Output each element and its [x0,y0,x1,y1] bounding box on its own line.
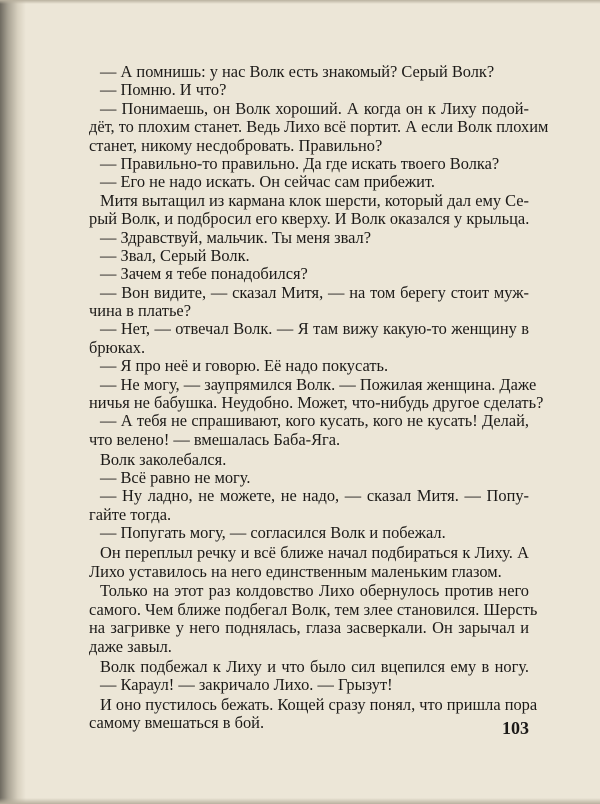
text-line: Волк заколебался. [100,449,227,469]
text-line: — Его не надо искать. Он сейчас сам прибежит. [100,172,435,192]
text-line: Он переплыл речку и всё ближе начал подбираться к Лиху. А [100,543,529,563]
text-line: — Вон видите, — сказал Митя, — на том берегу стоит муж- [100,282,529,302]
text-line: на загривке у него поднялась, глаза засверкали. Он зарычал и [89,618,529,638]
text-line: самому вмешаться в бой. [89,713,265,733]
text-line: — Помню. И что? [100,80,227,100]
text-line: И оно пустилось бежать. Кощей сразу понял, что пришла пора [100,694,538,714]
text-line: — Здравствуй, мальчик. Ты меня звал? [100,227,372,247]
page-edge-top [0,0,600,4]
text-line: — Попугать могу, — согласился Волк и побежал. [100,523,446,543]
page-edge-bottom [0,798,600,804]
text-line: — Я про неё и говорю. Её надо покусать. [100,356,389,376]
text-line: дёт, то плохим станет. Ведь Лихо всё портит. А если Волк плохим [89,117,549,137]
text-line: Митя вытащил из кармана клок шерсти, который дал ему Се- [100,190,530,210]
page-text [89,62,549,733]
text-line: — Звал, Серый Волк. [100,245,250,265]
text-line: Только на этот раз колдовство Лихо обернулось против него [100,581,529,601]
text-line: — Правильно-то правильно. Да где искать твоего Волка? [100,153,500,173]
text-line: — Ну ладно, не можете, не надо, — сказал Митя. — Попу- [100,486,529,506]
text-line: — Не могу, — заупрямился Волк. — Пожилая женщина. Даже [100,374,537,394]
text-line: — А помнишь: у нас Волк есть знакомый? Серый Волк? [100,62,495,81]
text-line: — А тебя не спрашивают, кого кусать, кого не кусать! Делай, [100,411,529,431]
text-line: чина в платье? [89,301,191,321]
text-line: Волк подбежал к Лиху и что было сил вцепился ему в ногу. [100,656,529,676]
text-line: даже завыл. [89,636,172,656]
binding-gutter [0,0,26,804]
text-line: Лихо уставилось на него единственным маленьким глазом. [89,561,502,581]
text-line: гайте тогда. [89,504,172,524]
text-line: — Понимаешь, он Волк хороший. А когда он к Лиху подой- [100,98,529,118]
text-line: станет, никому несдобровать. Правильно? [89,135,383,155]
text-line: — Зачем я тебе понадобился? [100,264,308,284]
text-line: брюках. [89,337,146,357]
text-line: ничья не бабушка. Неудобно. Может, что-нибудь другое сделать? [89,393,544,413]
text-line: — Нет, — отвечал Волк. — Я там вижу какую-то женщину в [100,319,529,339]
text-line: — Караул! — закричало Лихо. — Грызут! [100,674,393,694]
text-line: — Всё равно не могу. [100,468,251,488]
text-line: рый Волк, и подбросил его кверху. И Волк оказался у крыльца. [89,209,530,229]
page-number: 103 [502,718,529,738]
text-line: самого. Чем ближе подбегал Волк, тем злее становился. Шерсть [89,599,538,619]
text-line: что велено! — вмешалась Баба-Яга. [89,429,341,449]
